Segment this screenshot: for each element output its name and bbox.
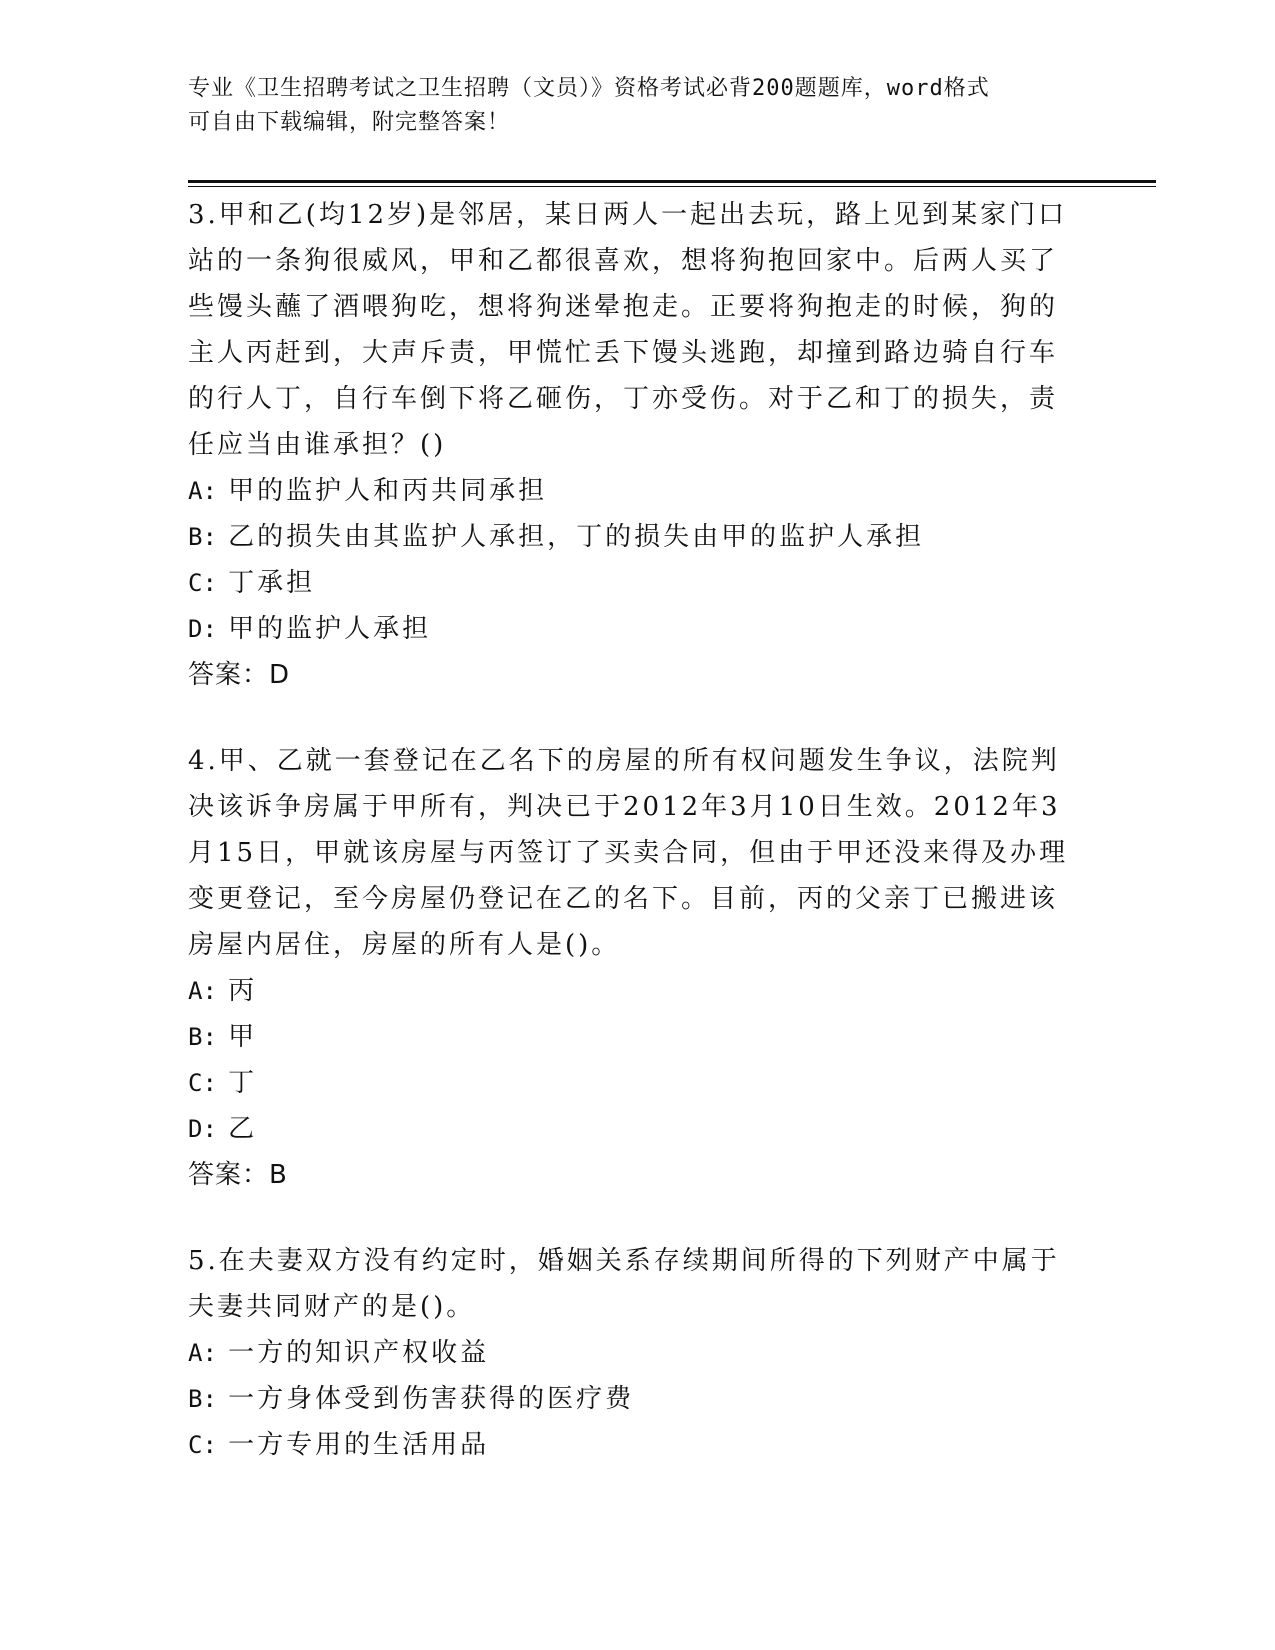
option-c <box>188 1060 1078 1106</box>
option-key: D: <box>188 615 217 643</box>
question-block <box>188 1238 1078 1468</box>
option-key: C: <box>188 569 217 597</box>
option-b <box>188 1014 1078 1060</box>
option-c <box>188 560 1078 606</box>
header-line-2: 可自由下载编辑，附完整答案！ <box>188 110 511 135</box>
question-text: 5.在夫妻双方没有约定时，婚姻关系存续期间所得的下列财产中属于夫妻共同财产的是()。 <box>188 1246 1060 1322</box>
option-key: A: <box>188 1339 217 1367</box>
option-d <box>188 606 1078 652</box>
option-text: 丁 <box>228 1068 258 1098</box>
question-spacer <box>188 698 1078 738</box>
question-text: 4.甲、乙就一套登记在乙名下的房屋的所有权问题发生争议，法院判决该诉争房属于甲所有，判决已于2012年3月10日生效。2012年3月15日，甲就该房屋与丙签订了买卖合同，但由于甲还没来得及办理变更登记，至今房屋仍登记在乙的名下。目前，丙的父亲丁已搬进该房屋内居住，房屋的所有人是()。 <box>188 746 1069 960</box>
option-text: 一方的知识产权收益 <box>228 1338 490 1368</box>
question-block <box>188 738 1078 1198</box>
option-text: 甲的监护人承担 <box>228 614 432 644</box>
option-key: B: <box>188 1023 217 1051</box>
answer-line: 答案：D <box>188 660 291 690</box>
header-divider-thick <box>188 180 1156 183</box>
option-b <box>188 1376 1078 1422</box>
document-header <box>188 72 1088 140</box>
option-a <box>188 468 1078 514</box>
answer-line: 答案：B <box>188 1160 288 1190</box>
option-text: 乙 <box>228 1114 258 1144</box>
option-b <box>188 514 1078 560</box>
option-c <box>188 1422 1078 1468</box>
option-a <box>188 1330 1078 1376</box>
option-d <box>188 1106 1078 1152</box>
option-key: A: <box>188 477 217 505</box>
question-block <box>188 192 1078 698</box>
option-text: 一方专用的生活用品 <box>228 1430 490 1460</box>
question-list <box>188 192 1078 1468</box>
option-text: 丁承担 <box>228 568 316 598</box>
option-key: A: <box>188 977 217 1005</box>
option-key: B: <box>188 523 217 551</box>
header-line-1: 专业《卫生招聘考试之卫生招聘（文员）》资格考试必背200题题库，word格式 <box>188 76 990 101</box>
option-key: D: <box>188 1115 217 1143</box>
option-text: 乙的损失由其监护人承担，丁的损失由甲的监护人承担 <box>228 522 925 552</box>
option-text: 丙 <box>228 976 258 1006</box>
option-text: 甲 <box>228 1022 258 1052</box>
option-key: C: <box>188 1431 217 1459</box>
option-text: 一方身体受到伤害获得的医疗费 <box>228 1384 635 1414</box>
question-text: 3.甲和乙(均12岁)是邻居，某日两人一起出去玩，路上见到某家门口站的一条狗很威风，甲和乙都很喜欢，想将狗抱回家中。后两人买了些馒头蘸了酒喂狗吃，想将狗迷晕抱走。正要将狗抱走的时候，狗的主人丙赶到，大声斥责，甲慌忙丢下馒头逃跑，却撞到路边骑自行车的行人丁，自行车倒下将乙砸伤，丁亦受伤。对于乙和丁的损失，责任应当由谁承担？() <box>188 200 1068 460</box>
option-key: C: <box>188 1069 217 1097</box>
option-key: B: <box>188 1385 217 1413</box>
header-divider-thin <box>188 186 1156 187</box>
option-text: 甲的监护人和丙共同承担 <box>228 476 548 506</box>
question-spacer <box>188 1198 1078 1238</box>
option-a <box>188 968 1078 1014</box>
